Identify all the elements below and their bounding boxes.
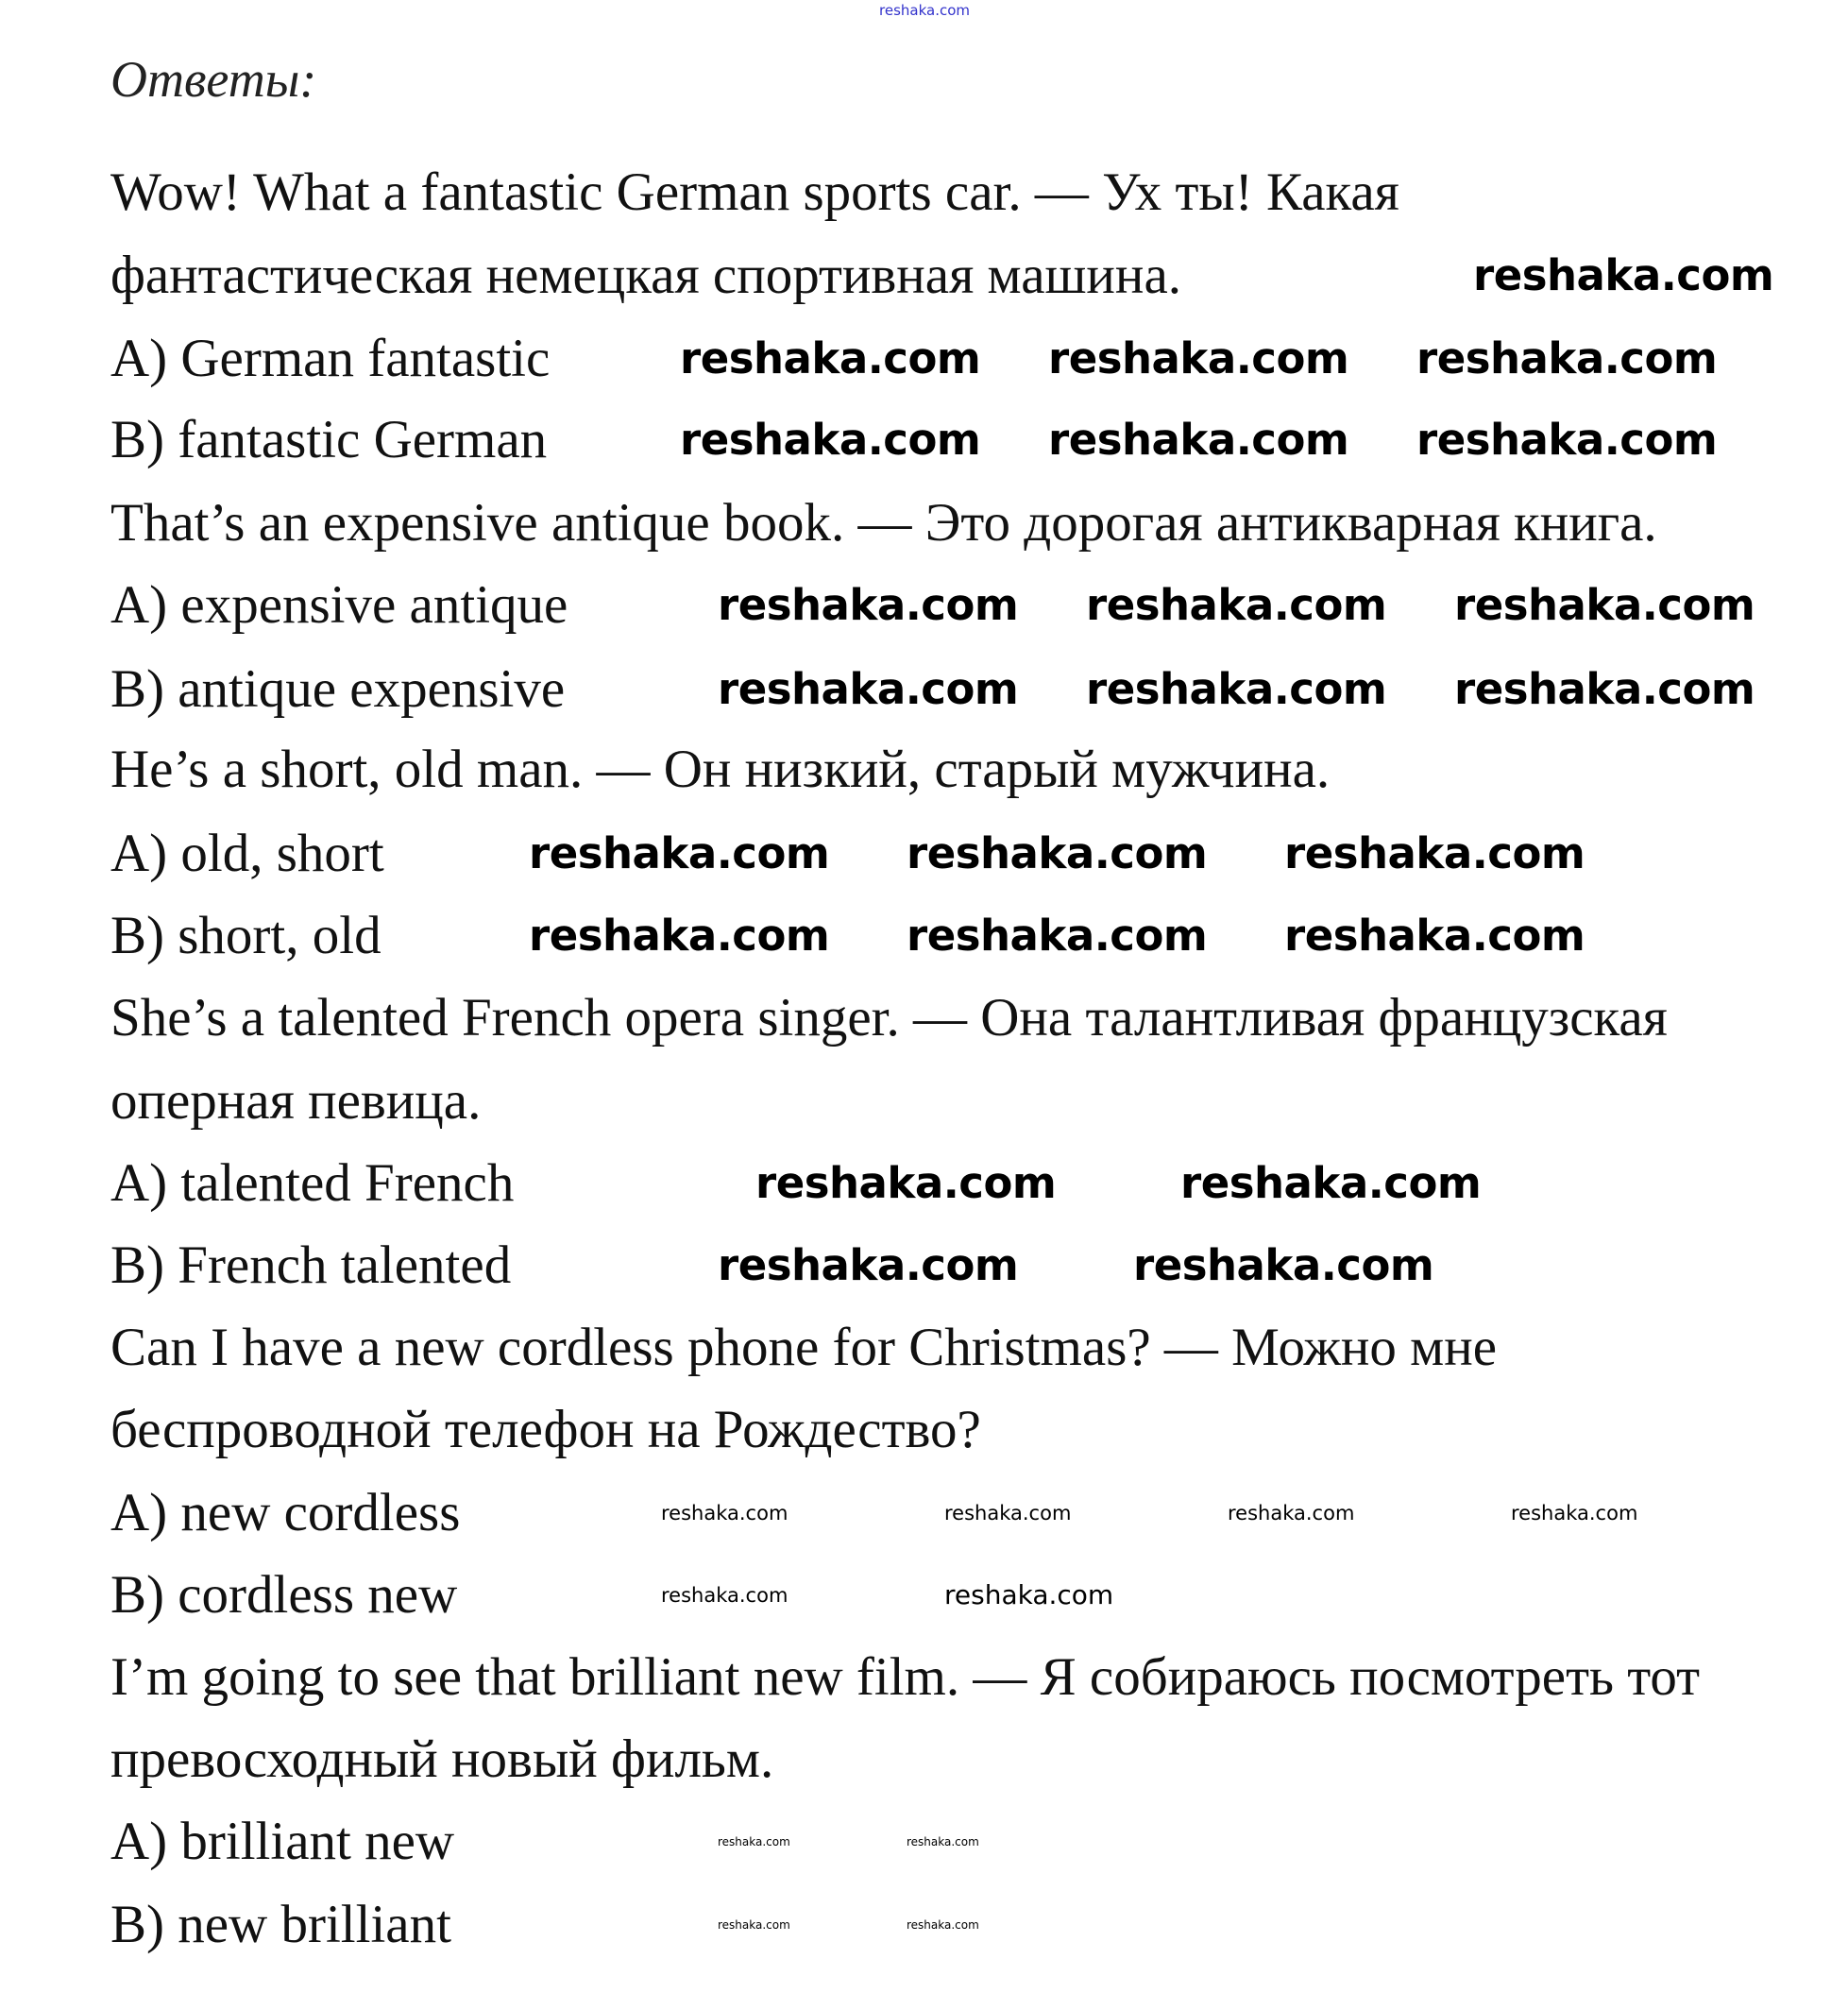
watermark: reshaka.com	[661, 1584, 788, 1607]
watermark: reshaka.com	[680, 333, 981, 383]
header-watermark: reshaka.com	[879, 2, 970, 19]
watermark: reshaka.com	[944, 1502, 1072, 1525]
answer-option: A) German fantastic	[110, 329, 551, 388]
sentence-line: оперная певица.	[110, 1071, 482, 1131]
sentence-line: I’m going to see that brilliant new film. — Я собираюсь посмотреть тот	[110, 1647, 1701, 1707]
watermark: reshaka.com	[1454, 664, 1755, 714]
answer-option: A) old, short	[110, 824, 384, 883]
watermark: reshaka.com	[944, 1579, 1114, 1610]
page-title: Ответы:	[110, 51, 317, 108]
answer-option: B) short, old	[110, 906, 381, 965]
sentence-line: беспроводной телефон на Рождество?	[110, 1400, 981, 1459]
answer-option: B) cordless new	[110, 1565, 458, 1625]
watermark: reshaka.com	[718, 1918, 790, 1932]
watermark: reshaka.com	[907, 828, 1208, 878]
answer-option: B) antique expensive	[110, 659, 566, 719]
watermark: reshaka.com	[1180, 1158, 1482, 1208]
sentence-line: Wow! What a fantastic German sports car. — Ух ты! Какая	[110, 162, 1399, 222]
sentence-line: She’s a talented French opera singer. — Она талантливая французская	[110, 988, 1668, 1048]
watermark: reshaka.com	[718, 1240, 1019, 1290]
watermark: reshaka.com	[755, 1158, 1057, 1208]
watermark: reshaka.com	[1228, 1502, 1355, 1525]
sentence-line: превосходный новый фильм.	[110, 1729, 774, 1789]
watermark: reshaka.com	[718, 580, 1019, 630]
watermark: reshaka.com	[680, 415, 981, 465]
watermark: reshaka.com	[718, 664, 1019, 714]
watermark: reshaka.com	[1284, 911, 1585, 961]
watermark: reshaka.com	[718, 1835, 790, 1848]
watermark: reshaka.com	[1048, 415, 1349, 465]
watermark: reshaka.com	[1511, 1502, 1638, 1525]
answer-option: B) French talented	[110, 1235, 512, 1295]
answer-option: A) expensive antique	[110, 575, 568, 635]
watermark: reshaka.com	[1416, 333, 1718, 383]
answer-option: A) brilliant new	[110, 1812, 455, 1871]
watermark: reshaka.com	[907, 911, 1208, 961]
answer-option: A) talented French	[110, 1153, 515, 1213]
sentence-line: He’s a short, old man. — Он низкий, старый мужчина.	[110, 740, 1331, 799]
sentence-line: Can I have a new cordless phone for Christmas? — Можно мне	[110, 1318, 1498, 1377]
watermark: reshaka.com	[529, 911, 830, 961]
answer-option: B) new brilliant	[110, 1895, 451, 1954]
watermark: reshaka.com	[1454, 580, 1755, 630]
watermark: reshaka.com	[529, 828, 830, 878]
sentence-line: That’s an expensive antique book. — Это дорогая антикварная книга.	[110, 493, 1657, 553]
answer-option: B) fantastic German	[110, 410, 548, 469]
watermark: reshaka.com	[1284, 828, 1585, 878]
watermark: reshaka.com	[1133, 1240, 1434, 1290]
watermark: reshaka.com	[1473, 250, 1774, 300]
watermark: reshaka.com	[1048, 333, 1349, 383]
watermark: reshaka.com	[661, 1502, 788, 1525]
watermark: reshaka.com	[907, 1835, 979, 1848]
sentence-line: фантастическая немецкая спортивная машина.	[110, 246, 1181, 305]
watermark: reshaka.com	[1416, 415, 1718, 465]
answer-option: A) new cordless	[110, 1483, 461, 1542]
watermark: reshaka.com	[1086, 580, 1387, 630]
watermark: reshaka.com	[907, 1918, 979, 1932]
watermark: reshaka.com	[1086, 664, 1387, 714]
